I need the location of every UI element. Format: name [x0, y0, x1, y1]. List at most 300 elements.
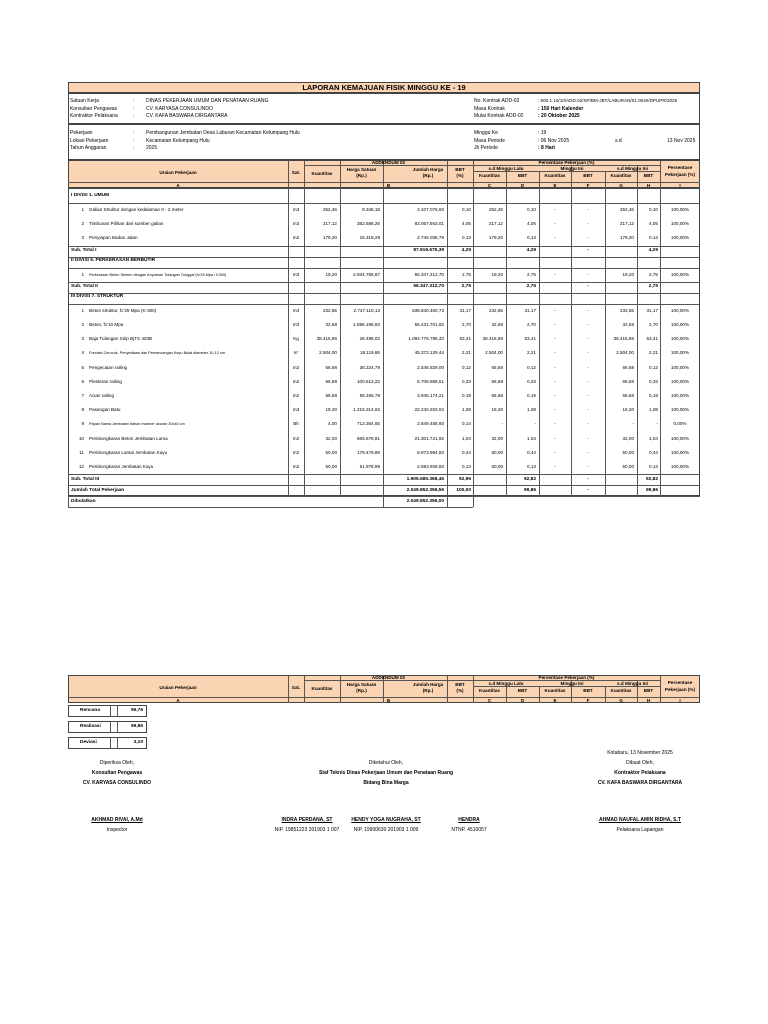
subtotal-f: - — [587, 248, 589, 254]
summary-label: Deviasi — [80, 740, 97, 745]
col-harga-satuan-unit: (Rp.) — [356, 688, 367, 693]
item-h: 0,13 — [649, 235, 658, 241]
info-label: No. Kontrak ADD-02 — [474, 98, 520, 104]
division-title: I DIVISI 1. UMUM — [71, 193, 110, 198]
item-g: 179,20 — [619, 235, 634, 241]
item-no: 1 — [81, 271, 84, 277]
info-label: Satuan Kerja — [70, 98, 99, 104]
col-letter: A — [176, 182, 180, 188]
item-qty: 232,55 — [322, 307, 337, 313]
item-f: - — [587, 378, 589, 384]
item-desc: Fondasi Cerucuk, Penyediaan dan Pemancangan Kayu Bulat diameter 10-12 cm — [89, 351, 225, 356]
item-bbt: 4,05 — [462, 221, 471, 227]
col-persentase-pekerjaan: Persentase — [667, 680, 693, 685]
item-c: 179,20 — [488, 235, 503, 241]
item-total: 2.593.949,50 — [417, 464, 444, 469]
item-qty: 4,00 — [328, 421, 337, 427]
info-value: CV. KAFA BASWARA DIRGANTARA — [146, 113, 228, 119]
item-no: 12 — [78, 464, 84, 469]
item-c: 50,00 — [491, 449, 503, 455]
item-h: 2,70 — [649, 322, 658, 327]
item-bbt: 0,19 — [462, 393, 471, 398]
subcol-label: BBT — [583, 687, 593, 693]
item-unit-price: 1.215.314,92 — [353, 407, 380, 413]
col-jumlah-harga: Jumlah Harga — [412, 682, 444, 687]
item-e: - — [554, 378, 556, 384]
item-unit: m3 — [292, 207, 300, 212]
item-desc: Pembongkaran Lantai Jembatan Kayu — [89, 449, 168, 455]
col-persentase-pekerjaan-unit: Pekerjaan (%) — [664, 172, 696, 177]
item-c: 32,68 — [491, 322, 503, 327]
item-i: 100,00% — [670, 393, 690, 398]
info-sep: : — [133, 113, 135, 119]
col-persentase: Persentase Pekerjaan (%) — [538, 160, 595, 165]
item-g: 66,68 — [622, 378, 634, 384]
subtotal-d: 2,75 — [526, 284, 536, 290]
item-g: 217,12 — [619, 221, 634, 227]
subtotal-bbt: 100,00 — [456, 487, 471, 493]
item-total: 2.745.035,78 — [417, 235, 444, 241]
item-c: 19,20 — [491, 271, 503, 277]
item-d: 4,05 — [527, 221, 536, 227]
item-g: - — [632, 421, 634, 427]
item-qty: 32,00 — [325, 435, 337, 441]
item-c: 50,00 — [491, 464, 503, 469]
item-desc: Acian railing — [89, 393, 115, 398]
col-sd-minggu-lalu: s.d Minggu Lalu — [488, 680, 524, 686]
item-unit-price: 179.479,89 — [357, 449, 380, 455]
item-i: 100,00% — [670, 336, 690, 342]
item-unit-price: 665.678,81 — [357, 435, 380, 441]
item-h: 0,12 — [649, 364, 658, 370]
info-value: Pembangunan Jembatan Desa Laburan Kecamatan Kelumpang Hulu — [146, 130, 300, 136]
division-title: II DIVISI 5. PERKERASAN BERBUTIR — [71, 257, 156, 263]
report-title: LAPORAN KEMAJUAN FISIK MINGGU KE - 19 — [68, 82, 700, 93]
sign-col1-l2: Konsultan Pengawas — [91, 770, 143, 776]
info-sep: : — [133, 137, 135, 144]
item-e: - — [554, 407, 556, 413]
item-total: 638.840.460,73 — [412, 307, 444, 313]
item-e: - — [554, 235, 556, 241]
summary-value: 3,10 — [133, 740, 143, 745]
sign-date: Kotabaru, 13 November 2025 — [607, 750, 673, 756]
subtotal-bbt: 2,75 — [461, 284, 471, 290]
item-bbt: 0,13 — [462, 235, 471, 241]
info-label: Masa Kontrak — [474, 105, 505, 112]
item-d: - — [534, 421, 536, 427]
item-unit-price: 59.165,78 — [359, 393, 380, 398]
item-desc: Pembongkaran Beton Jembatan Lama — [89, 435, 168, 441]
item-qty: 66,68 — [325, 364, 337, 370]
item-i: 100,00% — [670, 350, 690, 356]
sign-col3-l3: CV. KAFA BASWARA DIRGANTARA — [597, 780, 683, 786]
item-desc: Penyiapan Badan Jalan — [89, 235, 138, 241]
item-c: 252,46 — [488, 207, 503, 212]
col-harga-satuan-unit: (Rp.) — [356, 173, 367, 178]
item-desc: Perkerasan Beton Semen dengan Anyaman Tulangan Tunggal (fc'25 Mpa / K300) — [89, 272, 227, 277]
subtotal-f: - — [587, 476, 589, 482]
col-letter: I — [679, 697, 681, 703]
col-addendum: ADDENDUM 02 — [371, 160, 406, 165]
rounded-total: 2.049.852.356,00 — [406, 498, 444, 504]
subtotal-bbt: 4,29 — [461, 248, 471, 254]
rule-line — [539, 188, 540, 496]
item-i: 100,00% — [670, 207, 690, 212]
info-label: Pekerjaan — [70, 130, 93, 136]
item-g: 2.504,00 — [616, 350, 634, 356]
item-total: 1.094.778.796,40 — [408, 336, 444, 342]
signatory-name: INDRA PERDANA, ST — [281, 817, 333, 823]
item-total: 56.347.312,70 — [414, 271, 444, 277]
subcol-label: Kuantitas — [479, 687, 500, 693]
col-letter: F — [586, 182, 590, 188]
col-sd-minggu-ini: s.d Minggu Ini — [617, 680, 648, 686]
item-f: - — [587, 271, 589, 277]
col-uraian: Uraian Pekerjaan — [159, 170, 197, 175]
item-desc: Pembongkaran Jembatan Kayu — [89, 464, 154, 469]
item-no: 4 — [81, 350, 84, 356]
item-i: 100,00% — [670, 221, 690, 227]
col-kuantitas: Kuantitas — [311, 171, 333, 176]
summary-sep: : — [112, 740, 115, 745]
item-g: 50,00 — [622, 449, 634, 455]
info-label: Masa Periode — [474, 137, 505, 144]
item-unit: m2 — [292, 235, 300, 241]
item-unit-price: 15.318,28 — [359, 235, 380, 241]
item-no: 1 — [81, 207, 84, 212]
col-sat: Sat. — [291, 685, 301, 690]
sign-col1-l1: Diperiksa Oleh, — [99, 760, 135, 766]
subtotal-h: 99,86 — [645, 487, 658, 493]
item-e: - — [554, 435, 556, 441]
info-label: Jh Periode — [474, 145, 498, 151]
sign-col1-l3: CV. KARYASA CONSULINDO — [82, 780, 152, 786]
item-i: 100,00% — [670, 435, 690, 441]
item-e: - — [554, 336, 556, 342]
col-persentase-pekerjaan: Persentase — [667, 165, 693, 170]
item-desc: Pasangan Batu — [89, 407, 121, 413]
item-no: 3 — [81, 336, 84, 342]
item-c: 66,68 — [491, 393, 503, 398]
item-bbt: 31,17 — [459, 307, 471, 313]
signatory-name: AHMAD NAUFAL AMIN RIDHA, S.T — [599, 817, 681, 823]
item-bbt: 2,70 — [462, 322, 471, 327]
subtotal-total: 2.049.852.356,56 — [406, 487, 444, 493]
item-f: - — [587, 350, 589, 356]
info-label: Tahun Anggaran — [70, 145, 107, 151]
item-no: 8 — [81, 407, 84, 413]
item-g: 252,46 — [619, 207, 634, 212]
col-letter: H — [646, 697, 651, 703]
item-e: - — [554, 271, 556, 277]
item-h: 2,21 — [649, 350, 658, 356]
sign-col2-l3: Bidang Bina Marga — [363, 780, 409, 786]
item-g: 232,55 — [619, 307, 634, 313]
item-f: - — [587, 235, 589, 241]
item-bbt: 0,14 — [462, 421, 471, 427]
item-qty: 179,20 — [322, 235, 337, 241]
item-unit-price: 28.498,02 — [359, 336, 380, 342]
item-bbt: 1,08 — [462, 407, 471, 413]
item-no: 3 — [81, 235, 84, 241]
item-e: - — [554, 207, 556, 212]
item-desc: Baja Tulangan Sirip BjTS 420B — [89, 336, 153, 342]
rule-line — [447, 188, 448, 496]
info-value: CV. KARYASA CONSULINDO — [146, 105, 213, 112]
subtotal-d: 4,29 — [526, 248, 536, 254]
col-sd-minggu-ini: s.d Minggu Ini — [617, 165, 648, 171]
info-value: : 150 Hari Kalender — [538, 105, 584, 112]
col-letter: G — [619, 697, 623, 703]
col-addendum: ADDENDUM 02 — [371, 675, 406, 680]
col-bbt-unit: (%) — [456, 688, 464, 693]
item-no: 9 — [81, 421, 84, 427]
item-unit: m2 — [292, 378, 300, 384]
info-value: : 20 Oktober 2025 — [538, 113, 580, 119]
item-no: 10 — [78, 435, 84, 441]
item-c: - — [501, 421, 503, 427]
subtotal-d: 99,86 — [523, 487, 536, 493]
item-d: 0,13 — [527, 464, 536, 469]
item-d: 0,19 — [527, 393, 536, 398]
item-i: 100,00% — [670, 464, 690, 469]
rule-line — [68, 507, 473, 508]
item-unit-price: 18.119,86 — [359, 350, 380, 356]
signatory-title: Inspector — [106, 827, 128, 833]
item-f: - — [587, 221, 589, 227]
col-letter: D — [520, 182, 525, 188]
item-total: 83.067.563,01 — [414, 221, 444, 227]
rule-line — [605, 188, 606, 496]
rule-line — [473, 496, 474, 507]
item-no: 7 — [81, 393, 84, 398]
subtotal-f: - — [587, 487, 589, 493]
item-qty: 50,00 — [325, 449, 337, 455]
item-bbt: 0,33 — [462, 378, 471, 384]
col-letter: C — [487, 697, 492, 703]
item-desc: Galian Struktur dengan kedalaman 0 - 2 meter — [89, 207, 184, 212]
item-d: 0,13 — [527, 235, 536, 241]
subtotal-f: - — [587, 284, 589, 290]
signatory-name: HENDY YOGA NUGRAHA, ST — [351, 817, 421, 823]
info-label: Lokasi Pekerjaan — [70, 137, 109, 144]
item-h: 0,10 — [649, 207, 658, 212]
info-sep: : — [133, 145, 135, 151]
col-letter: C — [487, 182, 492, 188]
item-total: 21.301.721,92 — [414, 435, 444, 441]
subtotal-label: Jumlah Total Pekerjaan — [71, 487, 125, 493]
item-f: - — [587, 207, 589, 212]
info-value: : 06 Nov 2025 — [538, 137, 570, 144]
summary-sep: : — [112, 708, 115, 713]
rule-line — [340, 188, 341, 496]
summary-sep: : — [112, 724, 115, 729]
item-c: 38.415,96 — [482, 336, 503, 342]
item-f: - — [587, 464, 589, 469]
item-no: 11 — [79, 449, 84, 455]
item-bbt: 2,75 — [462, 271, 471, 277]
subcol-label: BBT — [643, 172, 654, 178]
item-e: - — [554, 307, 556, 313]
item-qty: 66,68 — [325, 378, 337, 384]
col-persentase: Persentase Pekerjaan (%) — [538, 675, 595, 680]
item-d: 2,75 — [527, 271, 536, 277]
subcol-label: Kuantitas — [544, 172, 566, 178]
item-unit: m2 — [292, 393, 300, 398]
col-letter: D — [520, 697, 525, 703]
sign-col2-l2: Staf Teknis Dinas Pekerjaan Umum dan Penataan Ruang — [318, 770, 454, 776]
item-no: 2 — [81, 322, 84, 327]
item-h: 1,04 — [649, 435, 658, 441]
item-bbt: 53,41 — [459, 336, 471, 342]
item-e: - — [554, 221, 556, 227]
signatory-title: Pelaksana Lapangan — [616, 827, 664, 833]
item-unit: m3 — [292, 221, 300, 227]
item-unit: Kg — [293, 336, 299, 342]
rule-line — [383, 188, 384, 496]
item-g: 18,30 — [622, 407, 634, 413]
col-sat: Sat. — [291, 170, 301, 175]
info-sep: : — [133, 130, 135, 136]
item-unit: m3 — [292, 407, 300, 413]
item-e: - — [554, 393, 556, 398]
col-bbt-unit: (%) — [456, 173, 464, 178]
col-uraian: Uraian Pekerjaan — [159, 685, 197, 690]
item-e: - — [554, 464, 556, 469]
col-letter: H — [646, 182, 651, 188]
item-d: 0,33 — [527, 378, 536, 384]
item-i: 100,00% — [670, 271, 690, 277]
item-unit: m2 — [292, 364, 300, 370]
item-d: 1,04 — [527, 435, 536, 441]
info-value: Kecamatan Kelumpang Hulu — [146, 137, 210, 144]
subcol-label: Kuantitas — [544, 687, 566, 693]
item-total: 3.945.174,21 — [417, 393, 444, 398]
rule-line — [288, 188, 289, 496]
subcol-label: Kuantitas — [479, 172, 500, 178]
item-total: 6.708.889,51 — [417, 378, 444, 384]
item-bbt: 1,04 — [462, 435, 471, 441]
col-letter: A — [176, 697, 180, 703]
info-value: : 600.1.10/10/ADD.02/SP/BM-JBT/LABURAN/01.0040/DPUPR/2025 — [538, 98, 678, 103]
item-no: 2 — [81, 221, 84, 227]
item-h: 0,33 — [649, 378, 658, 384]
item-unit: m2 — [292, 464, 300, 469]
info-label: Kontraktor Pelaksana — [70, 113, 118, 119]
subtotal-label: Sub. Total I — [71, 248, 97, 254]
item-i: 100,00% — [670, 378, 690, 384]
item-unit: m3 — [292, 322, 300, 327]
col-letter: G — [619, 182, 623, 188]
item-i: 100,00% — [670, 322, 690, 327]
item-c: 232,55 — [488, 307, 503, 313]
item-unit-price: 51.878,99 — [359, 464, 380, 469]
item-i: 100,00% — [670, 235, 690, 241]
info-value: : 19 — [538, 130, 547, 136]
item-i: 100,00% — [670, 407, 690, 413]
info-value: 2025 — [146, 145, 158, 151]
col-letter: B — [386, 182, 391, 188]
item-g: 32,00 — [622, 435, 634, 441]
col-harga-satuan: Harga Satuan — [346, 682, 377, 687]
item-i: 100,00% — [670, 364, 690, 370]
item-total: 45.372.129,44 — [414, 350, 444, 356]
item-unit: m3 — [292, 307, 300, 313]
subtotal-h: 4,29 — [648, 248, 658, 254]
rule-line — [506, 188, 507, 496]
item-f: - — [587, 307, 589, 313]
item-desc: Papan Nama Jembatan bahan marmer ukuran 30x40 cm — [89, 422, 185, 427]
subtotal-h: 2,75 — [648, 284, 658, 290]
item-unit: m3 — [292, 271, 300, 277]
item-unit-price: 100.613,22 — [357, 378, 380, 384]
rounded-label: Dibulatkan — [71, 498, 96, 504]
item-d: 1,08 — [527, 407, 536, 413]
item-unit-price: 8.346,18 — [362, 207, 380, 212]
rule-line — [447, 675, 448, 703]
col-letter: E — [553, 182, 557, 188]
rule-line — [68, 496, 700, 497]
rule-line — [447, 160, 448, 188]
item-bbt: 0,12 — [462, 364, 471, 370]
col-persentase-pekerjaan-unit: Pekerjaan (%) — [664, 687, 696, 692]
sign-col2-l1: Diketahui Oleh, — [368, 760, 404, 766]
period-sd: s.d — [615, 137, 622, 144]
item-total: 22.240.263,04 — [414, 407, 444, 413]
item-i: 100,00% — [670, 449, 690, 455]
item-bbt: 0,13 — [462, 464, 471, 469]
item-g: 66,68 — [622, 393, 634, 398]
item-c: 217,12 — [488, 221, 503, 227]
info-label: Mulai Kontrak ADD-02 — [474, 113, 524, 119]
division-title: III DIVISI 7. STRUKTUR — [71, 293, 124, 299]
item-h: 31,17 — [646, 307, 658, 313]
item-c: 66,68 — [491, 378, 503, 384]
item-g: 50,00 — [622, 464, 634, 469]
item-c: 18,30 — [491, 407, 503, 413]
item-h: 0,19 — [649, 393, 658, 398]
item-d: 2,70 — [527, 322, 536, 327]
summary-value: 96,76 — [130, 708, 143, 713]
subtotal-h: 92,82 — [645, 476, 658, 482]
subtotal-d: 92,82 — [523, 476, 536, 482]
item-h: 0,13 — [649, 464, 658, 469]
item-c: 2.504,00 — [485, 350, 503, 356]
item-h: 4,05 — [649, 221, 658, 227]
item-f: - — [587, 449, 589, 455]
item-h: 53,41 — [646, 336, 658, 342]
info-sep: : — [133, 98, 135, 104]
item-qty: 252,46 — [322, 207, 337, 212]
item-e: - — [554, 350, 556, 356]
item-unit: Bh — [293, 421, 299, 427]
item-unit-price: 1.696.196,50 — [353, 322, 380, 327]
item-unit: m2 — [292, 449, 300, 455]
item-g: 66,68 — [622, 364, 634, 370]
item-d: 2,21 — [527, 350, 536, 356]
rule-line — [660, 188, 661, 496]
item-bbt: 0,44 — [462, 449, 471, 455]
col-jumlah-harga-unit: (Rp.) — [422, 688, 434, 693]
item-d: 31,17 — [524, 307, 536, 313]
item-c: 32,00 — [491, 435, 503, 441]
item-unit: m' — [293, 350, 299, 356]
item-no: 1 — [81, 307, 84, 313]
subtotal-label: Sub. Total II — [71, 284, 98, 290]
subcol-label: BBT — [643, 687, 654, 693]
item-qty: 32,68 — [325, 322, 337, 327]
item-d: 0,10 — [527, 207, 536, 212]
